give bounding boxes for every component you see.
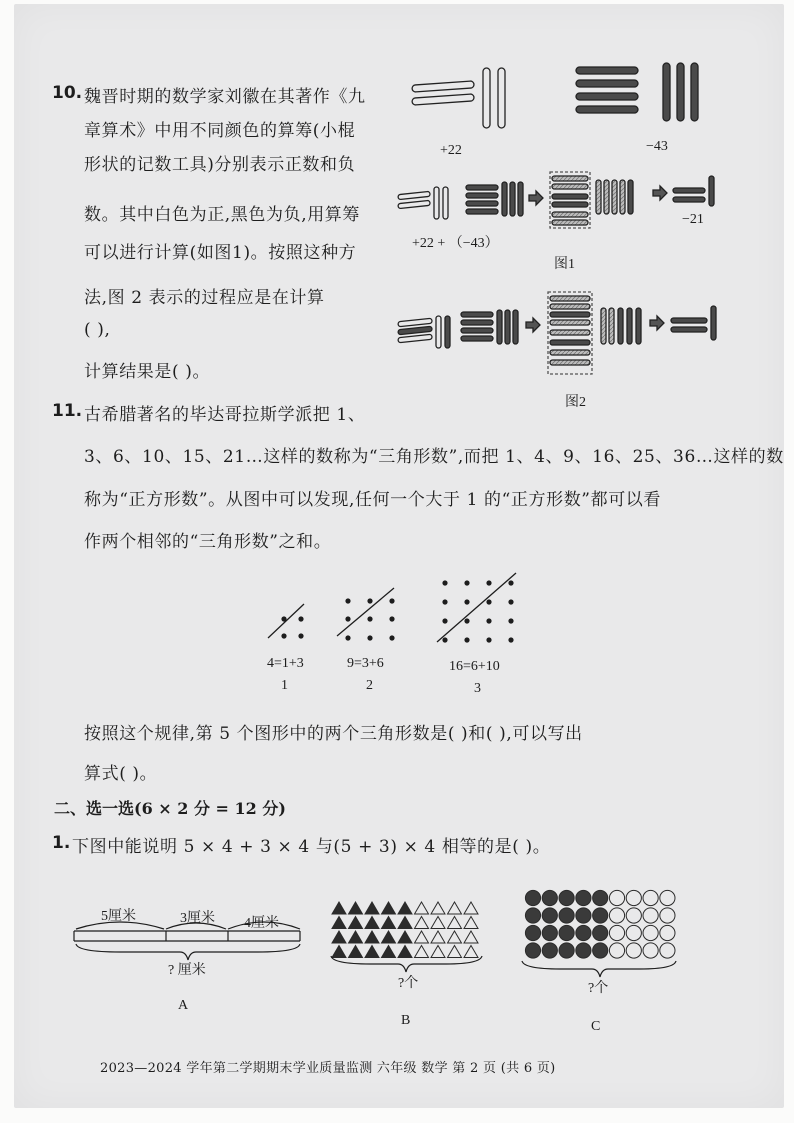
filled-circle [542, 943, 557, 958]
filled-circle [525, 943, 540, 958]
section-2-title: 二、选一选(6 × 2 分 = 12 分) [54, 799, 286, 818]
fig1-label-minus43: −43 [646, 139, 668, 154]
filled-circle [559, 943, 574, 958]
filled-circle [559, 890, 574, 905]
open-circle [643, 925, 658, 940]
q10-answer-blank-1: ( ), [84, 320, 111, 340]
option-a-total: ? 厘米 [168, 963, 206, 978]
filled-circle [576, 925, 591, 940]
open-circle [643, 890, 658, 905]
option-a-segment-3: 4厘米 [244, 916, 279, 931]
q10-line-2: 章算术》中用不同颜色的算筹(小棍 [84, 121, 356, 141]
option-b-letter: B [401, 1013, 411, 1028]
open-circle [626, 890, 641, 905]
filled-circle [593, 890, 608, 905]
option-c-brace [522, 961, 676, 977]
fig1-caption: 图1 [554, 257, 575, 272]
filled-circle [542, 908, 557, 923]
filled-circle [593, 943, 608, 958]
filled-circle [542, 890, 557, 905]
q10-line-1: 魏晋时期的数学家刘徽在其著作《九 [84, 87, 366, 107]
option-a-segment-2: 3厘米 [180, 911, 215, 926]
filled-circle [593, 908, 608, 923]
dot-fig-1-equation: 4=1+3 [267, 656, 304, 671]
choice1-number: 1. [52, 833, 71, 853]
fig2-caption: 图2 [565, 395, 586, 410]
filled-circle [525, 890, 540, 905]
option-c-letter: C [591, 1019, 601, 1034]
q11-line-2: 3、6、10、15、21…这样的数称为“三角形数”,而把 1、4、9、16、25、36…这样的数 [84, 447, 784, 467]
q10-number: 10. [52, 83, 83, 103]
filled-circle [525, 908, 540, 923]
open-circle [609, 925, 624, 940]
q10-line-5: 可以进行计算(如图1)。按照这种方 [84, 243, 357, 263]
open-circle [643, 908, 658, 923]
option-b-total: ?个 [398, 976, 419, 991]
open-circle [609, 908, 624, 923]
filled-circle [593, 925, 608, 940]
fig1-label-minus21: −21 [682, 212, 704, 227]
open-circle [643, 943, 658, 958]
q10-answer-blank-2: 计算结果是( )。 [84, 362, 211, 382]
choice1-question-text: 下图中能说明 5 × 4 + 3 × 4 与(5 + 3) × 4 相等的是( )。 [72, 837, 551, 857]
option-a-segment-1: 5厘米 [101, 909, 136, 924]
dot-fig-1-number: 1 [281, 678, 288, 693]
q11-line-1: 古希腊著名的毕达哥拉斯学派把 1、 [84, 405, 366, 425]
dot-fig-3-equation: 16=6+10 [449, 659, 500, 674]
open-circle [609, 943, 624, 958]
fig1-label-expression: +22 + （−43） [412, 236, 499, 251]
open-circle [609, 890, 624, 905]
dot-fig-3-number: 3 [474, 681, 481, 696]
q11-number: 11. [52, 401, 83, 421]
page-footer: 2023—2024 学年第二学期期末学业质量监测 六年级 数学 第 2 页 (共 6 页) [100, 1061, 556, 1076]
open-circle [626, 925, 641, 940]
q10-line-4: 数。其中白色为正,黑色为负,用算筹 [84, 205, 361, 225]
option-a-letter: A [178, 998, 189, 1013]
option-c-total: ?个 [588, 981, 609, 996]
filled-circle [559, 925, 574, 940]
filled-circle [576, 943, 591, 958]
filled-circle [525, 925, 540, 940]
q11-question-line-2: 算式( )。 [84, 764, 158, 784]
filled-circle [576, 908, 591, 923]
open-circle [660, 943, 675, 958]
open-circle [660, 890, 675, 905]
q11-question-line-1: 按照这个规律,第 5 个图形中的两个三角形数是( )和( ),可以写出 [84, 724, 583, 744]
filled-circle [559, 908, 574, 923]
fig1-label-plus22: +22 [440, 143, 462, 158]
q11-line-4: 作两个相邻的“三角形数”之和。 [84, 532, 332, 552]
q10-line-6: 法,图 2 表示的过程应是在计算 [84, 288, 325, 308]
q11-line-3: 称为“正方形数”。从图中可以发现,任何一个大于 1 的“正方形数”都可以看 [84, 490, 661, 510]
open-circle [660, 925, 675, 940]
dot-fig-2-equation: 9=3+6 [347, 656, 384, 671]
open-circle [626, 908, 641, 923]
open-circle [660, 908, 675, 923]
open-circle [626, 943, 641, 958]
dot-fig-2-number: 2 [366, 678, 373, 693]
filled-circle [576, 890, 591, 905]
filled-circle [542, 925, 557, 940]
q10-line-3: 形状的记数工具)分别表示正数和负 [84, 155, 356, 175]
